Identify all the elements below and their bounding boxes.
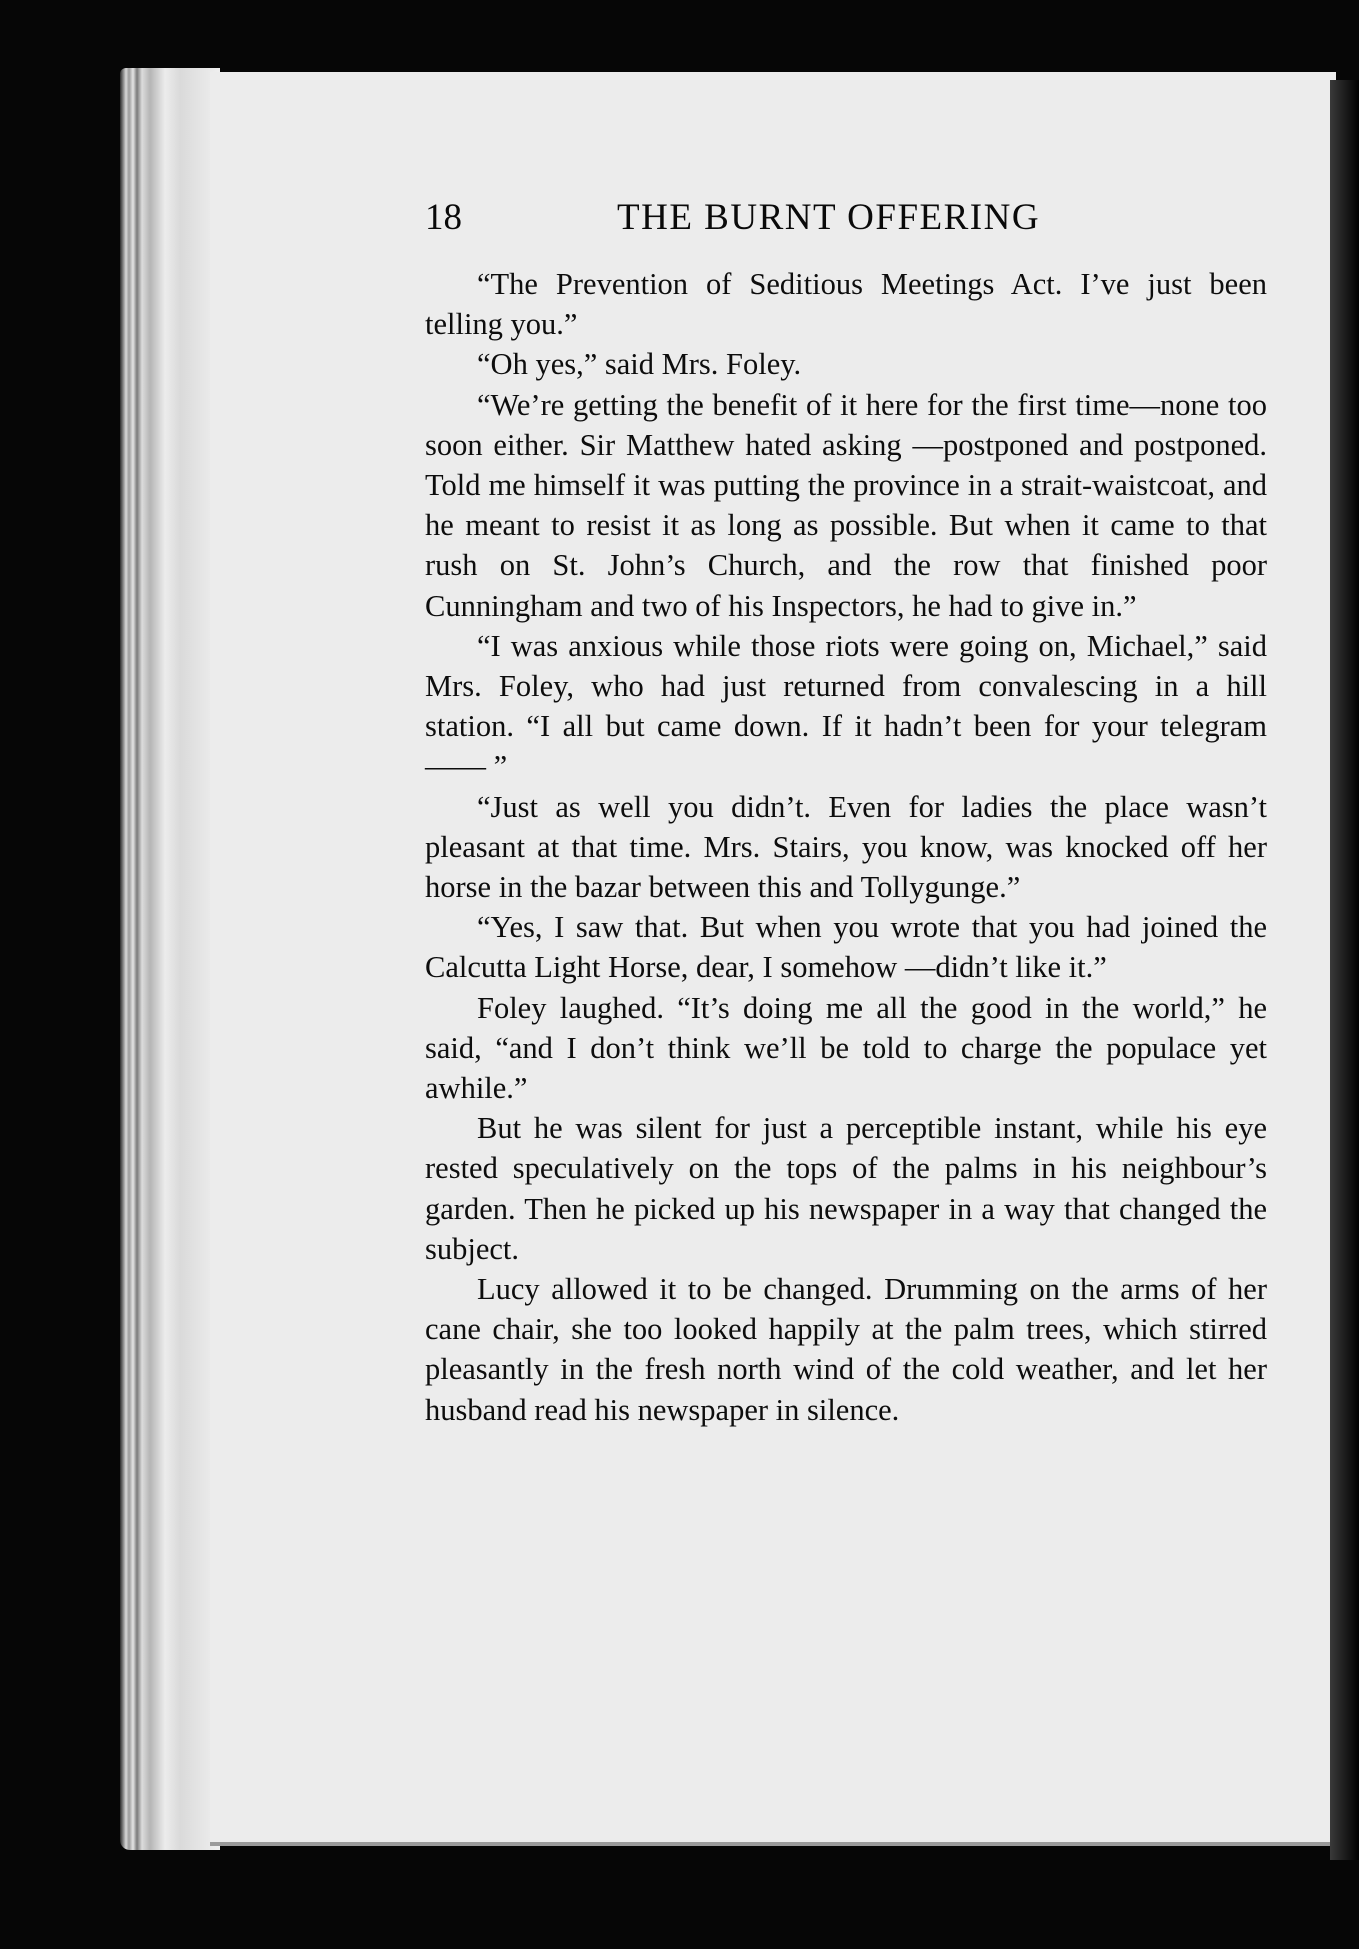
page-number: 18 xyxy=(425,197,462,238)
paragraph: “Oh yes,” said Mrs. Foley. xyxy=(477,347,802,382)
running-title: THE BURNT OFFERING xyxy=(617,197,1041,238)
paragraph: “The Prevention of Seditious Meetings Act. I’ve just been telling you.” xyxy=(425,267,1267,342)
paragraph: “Just as well you didn’t. Even for ladies the place wasn’t pleasant at that time. Mrs. Stairs, you know, was knocked off her horse in the bazar between this and Tollygunge.” xyxy=(425,789,1267,905)
page-shadow xyxy=(1330,80,1359,1860)
paragraph: Lucy allowed it to be changed. Drumming on the arms of her cane chair, she too looked happily at the palm trees, which stirred pleasantly in the fresh north wind of the cold weather, and let her husband read his newspaper in silence. xyxy=(425,1272,1267,1427)
paragraph: “We’re getting the benefit of it here for the first time—none too soon either. Sir Matthew hated asking —postponed and postponed. Told me himself it was putting the province in a strait-waistcoat, and he meant to resist it as long as possible. But when it came to that rush on St. John’s Church, and the row that finished poor Cunningham and two of his Inspectors, he had to give in.” xyxy=(425,387,1267,623)
paragraph: “Yes, I saw that. But when you wrote that you had joined the Calcutta Light Horse, dear, I somehow —didn’t like it.” xyxy=(425,910,1267,985)
paragraph: “I was anxious while those riots were going on, Michael,” said Mrs. Foley, who had just returned from convalescing in a hill station. “I all but came down. If it hadn’t been for your telegram—— ” xyxy=(425,628,1267,784)
body-text xyxy=(425,264,1267,1430)
page-edges xyxy=(120,68,220,1850)
page-header xyxy=(425,196,1085,246)
paragraph: Foley laughed. “It’s doing me all the good in the world,” he said, “and I don’t think we’ll be told to charge the populace yet awhile.” xyxy=(425,990,1267,1106)
paragraph: But he was silent for just a perceptible instant, while his eye rested speculatively on the tops of the palms in his neighbour’s garden. Then he picked up his newspaper in a way that changed the subject. xyxy=(425,1111,1267,1266)
